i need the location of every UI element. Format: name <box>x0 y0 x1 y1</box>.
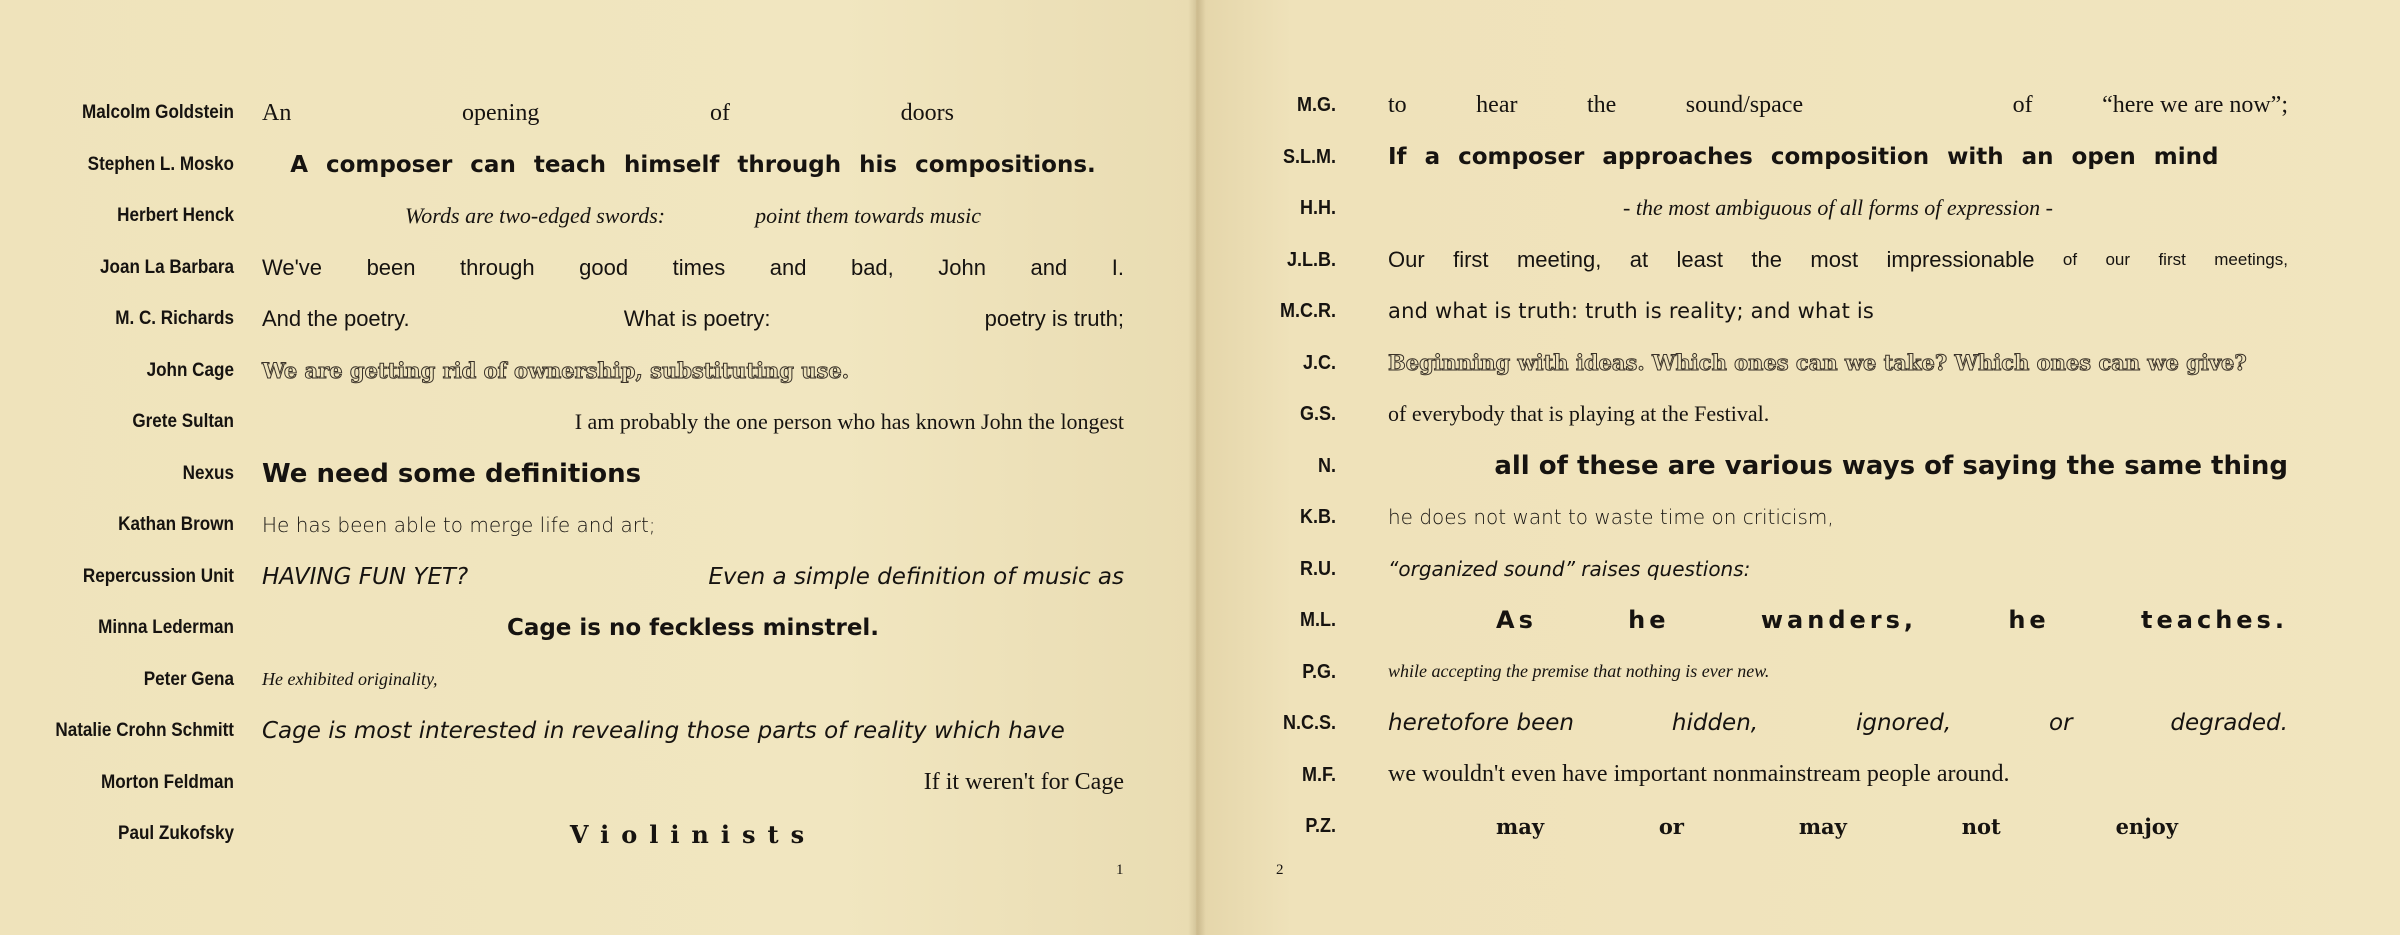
text-row <box>1196 235 2400 285</box>
quote-fragment: And the poetry. <box>262 306 410 331</box>
quote-fragment: sound/space <box>1685 91 1804 118</box>
quote-fragment: times <box>672 254 726 280</box>
quote-fragment: degraded. <box>2170 710 2288 736</box>
quote-line <box>1388 750 2288 800</box>
quote-fragment: doors <box>900 99 954 126</box>
quote-fragment: the <box>1586 91 1617 118</box>
quote-fragment: ignored, <box>1855 710 1952 736</box>
quote-line <box>1388 286 2288 336</box>
quote-fragment: Violinists <box>569 819 817 849</box>
text-row <box>1196 750 2400 800</box>
quote-fragment: I. <box>1111 254 1124 280</box>
quote-line <box>1388 338 2288 388</box>
speaker-name: J.C. <box>1302 351 1336 374</box>
quote-fragment: John <box>938 254 987 280</box>
quote-fragment: An <box>262 99 292 126</box>
quote-line <box>262 243 1124 293</box>
quote-line <box>262 809 1124 859</box>
quote-fragment: the <box>1751 246 1782 272</box>
text-row <box>0 809 1196 859</box>
quote-line <box>262 449 1124 499</box>
text-row <box>0 552 1196 602</box>
quote-fragment: Words are two-edged swords: <box>404 203 666 228</box>
quote-line <box>262 140 1124 190</box>
quote-line <box>262 500 1124 550</box>
quote-fragment: heretofore been <box>1388 710 1574 736</box>
speaker-name: Joan La Barbara <box>99 256 235 278</box>
text-row <box>1196 698 2400 748</box>
quote-fragment: point them towards music <box>755 203 982 228</box>
text-row <box>0 346 1196 396</box>
quote-line <box>262 758 1124 808</box>
right-page <box>1196 0 2400 935</box>
speaker-name: M.L. <box>1300 609 1336 631</box>
quote-fragment: We've <box>262 254 323 280</box>
book-gutter <box>1188 0 1206 935</box>
quote-fragment: or <box>1658 813 1684 839</box>
page-number-right: 2 <box>1276 862 1284 878</box>
quote-fragment: Cage is most interested in revealing those parts of reality which have <box>262 718 1065 744</box>
quote-fragment: we wouldn't even have important nonmainstream people around. <box>1388 761 2010 787</box>
quote-line <box>1388 183 2288 233</box>
quote-fragment: may <box>1798 813 1847 839</box>
quote-line <box>1388 801 2288 851</box>
quote-line <box>262 346 1124 396</box>
speaker-name: P.G. <box>1302 660 1336 683</box>
text-row <box>0 500 1196 550</box>
quote-fragment: of <box>709 99 730 126</box>
quote-fragment: I am probably the one person who has known John the longest <box>574 409 1124 434</box>
speaker-name: Nexus <box>182 462 234 484</box>
page-number-left: 1 <box>1116 862 1124 878</box>
quote-fragment: teaches. <box>2141 606 2288 634</box>
speaker-name: Natalie Crohn Schmitt <box>55 720 234 741</box>
speaker-name: J.L.B. <box>1286 248 1336 271</box>
quote-line <box>262 397 1124 447</box>
text-row <box>1196 132 2400 182</box>
speaker-name: Malcolm Goldstein <box>81 102 234 123</box>
quote-line <box>1388 441 2288 491</box>
text-row <box>0 449 1196 499</box>
quote-line <box>1388 492 2288 542</box>
speaker-name: R.U. <box>1300 557 1336 580</box>
quote-line <box>262 191 1124 241</box>
speaker-name: Herbert Henck <box>117 205 234 226</box>
quote-fragment: meeting, <box>1516 246 1602 272</box>
speaker-name: S.L.M. <box>1282 145 1336 168</box>
quote-fragment: may <box>1496 813 1545 839</box>
quote-fragment: or <box>2049 710 2073 736</box>
quote-fragment: of <box>2062 249 2078 269</box>
speaker-name: P.Z. <box>1305 815 1336 837</box>
speaker-name: Grete Sultan <box>132 411 234 432</box>
text-row <box>0 191 1196 241</box>
quote-line <box>1388 698 2288 748</box>
text-row <box>1196 286 2400 336</box>
speaker-name: Morton Feldman <box>100 771 234 793</box>
quote-fragment: of <box>2012 91 2033 118</box>
text-row <box>1196 492 2400 542</box>
quote-fragment: - the most ambiguous of all forms of expression - <box>1623 195 2053 220</box>
quote-line <box>1388 544 2288 594</box>
speaker-name: M. C. Richards <box>115 308 234 329</box>
speaker-name: K.B. <box>1300 506 1336 528</box>
quote-fragment: our <box>2105 249 2131 269</box>
text-row <box>0 88 1196 138</box>
quote-fragment: he does not want to waste time on criticism, <box>1388 505 1834 529</box>
quote-fragment: and <box>769 254 807 280</box>
quote-fragment: not <box>1961 813 2001 839</box>
text-row <box>1196 544 2400 594</box>
quote-fragment: most <box>1810 246 1859 272</box>
quote-line <box>1388 647 2288 697</box>
quote-line <box>262 294 1124 344</box>
text-row <box>0 758 1196 808</box>
quote-fragment: “organized sound” raises questions: <box>1388 556 1751 581</box>
text-row <box>0 397 1196 447</box>
speaker-name: Minna Lederman <box>98 617 234 638</box>
quote-fragment: at <box>1629 246 1649 272</box>
quote-fragment: A composer can teach himself through his compositions. <box>290 151 1096 178</box>
text-row <box>0 655 1196 705</box>
quote-fragment: least <box>1676 246 1723 272</box>
speaker-name: Paul Zukofsky <box>118 823 234 844</box>
quote-fragment: first <box>2158 249 2186 269</box>
quote-fragment: of everybody that is playing at the Festival. <box>1388 401 1770 426</box>
quote-fragment: wanders, <box>1760 606 1918 634</box>
quote-line <box>1388 132 2288 182</box>
quote-fragment: We are getting rid of ownership, substituting use. <box>262 358 850 383</box>
text-row <box>0 706 1196 756</box>
quote-fragment: As <box>1496 606 1537 634</box>
quote-fragment: Our <box>1388 246 1425 272</box>
quote-fragment: HAVING FUN YET? <box>262 563 469 590</box>
text-row <box>1196 801 2400 851</box>
quote-fragment: impressionable <box>1886 246 2035 272</box>
speaker-name: Repercussion Unit <box>82 565 234 587</box>
quote-fragment: He exhibited originality, <box>262 669 438 689</box>
speaker-name: M.C.R. <box>1280 300 1336 322</box>
quote-fragment: to <box>1388 91 1407 118</box>
quote-fragment: poetry is truth; <box>984 306 1124 331</box>
quote-fragment: through <box>460 254 535 280</box>
text-row <box>0 243 1196 293</box>
quote-fragment: opening <box>462 99 540 126</box>
quote-line <box>1388 235 2288 285</box>
text-row <box>0 603 1196 653</box>
quote-fragment: all of these are various ways of saying the same thing <box>1494 450 2288 481</box>
quote-fragment: He has been able to merge life and art; <box>262 513 656 537</box>
speaker-name: Kathan Brown <box>118 514 234 535</box>
speaker-name: N. <box>1318 454 1336 477</box>
quote-line <box>262 552 1124 602</box>
quote-fragment: he <box>2008 606 2050 634</box>
quote-fragment: What is poetry: <box>623 306 771 331</box>
quote-fragment: “here we are now”; <box>2102 91 2288 118</box>
text-row <box>1196 389 2400 439</box>
speaker-name: John Cage <box>146 359 234 381</box>
quote-fragment: If a composer approaches composition with an open mind <box>1388 143 2219 170</box>
quote-line <box>262 655 1124 705</box>
quote-fragment: and <box>1030 254 1068 280</box>
text-row <box>1196 80 2400 130</box>
quote-fragment: while accepting the premise that nothing is ever new. <box>1388 661 1770 681</box>
quote-fragment: and what is truth: truth is reality; and what is <box>1388 299 1875 323</box>
quote-fragment: Cage is no feckless minstrel. <box>506 615 880 641</box>
quote-fragment: hidden, <box>1671 710 1759 736</box>
speaker-name: Stephen L. Mosko <box>87 153 235 175</box>
quote-fragment: he <box>1628 606 1670 634</box>
quote-line <box>1388 595 2288 645</box>
quote-fragment: bad, <box>850 254 894 280</box>
speaker-name: N.C.S. <box>1282 712 1336 734</box>
quote-line <box>262 603 1124 653</box>
text-row <box>1196 441 2400 491</box>
quote-fragment: Beginning with ideas. Which ones can we take? Which ones can we give? <box>1388 350 2247 375</box>
quote-fragment: enjoy <box>2115 813 2178 839</box>
quote-fragment: If it weren't for Cage <box>923 769 1124 795</box>
text-row <box>0 140 1196 190</box>
speaker-name: H.H. <box>1300 197 1336 219</box>
quote-line <box>1388 80 2288 130</box>
speaker-name: Peter Gena <box>143 668 234 690</box>
quote-fragment: We need some definitions <box>262 458 642 489</box>
quote-fragment: good <box>579 254 629 280</box>
text-row <box>1196 183 2400 233</box>
quote-fragment: meetings, <box>2214 249 2288 269</box>
text-row <box>0 294 1196 344</box>
text-row <box>1196 338 2400 388</box>
quote-fragment: first <box>1453 246 1489 272</box>
quote-line <box>262 88 1124 138</box>
speaker-name: G.S. <box>1299 403 1336 425</box>
speaker-name: M.G. <box>1296 94 1336 116</box>
text-row <box>1196 647 2400 697</box>
speaker-name: M.F. <box>1301 763 1336 786</box>
quote-fragment: been <box>366 254 416 280</box>
quote-line <box>262 706 1124 756</box>
quote-line <box>1388 389 2288 439</box>
text-row <box>1196 595 2400 645</box>
quote-fragment: Even a simple definition of music as <box>708 563 1124 590</box>
quote-fragment: hear <box>1476 91 1518 118</box>
left-page <box>0 0 1196 935</box>
